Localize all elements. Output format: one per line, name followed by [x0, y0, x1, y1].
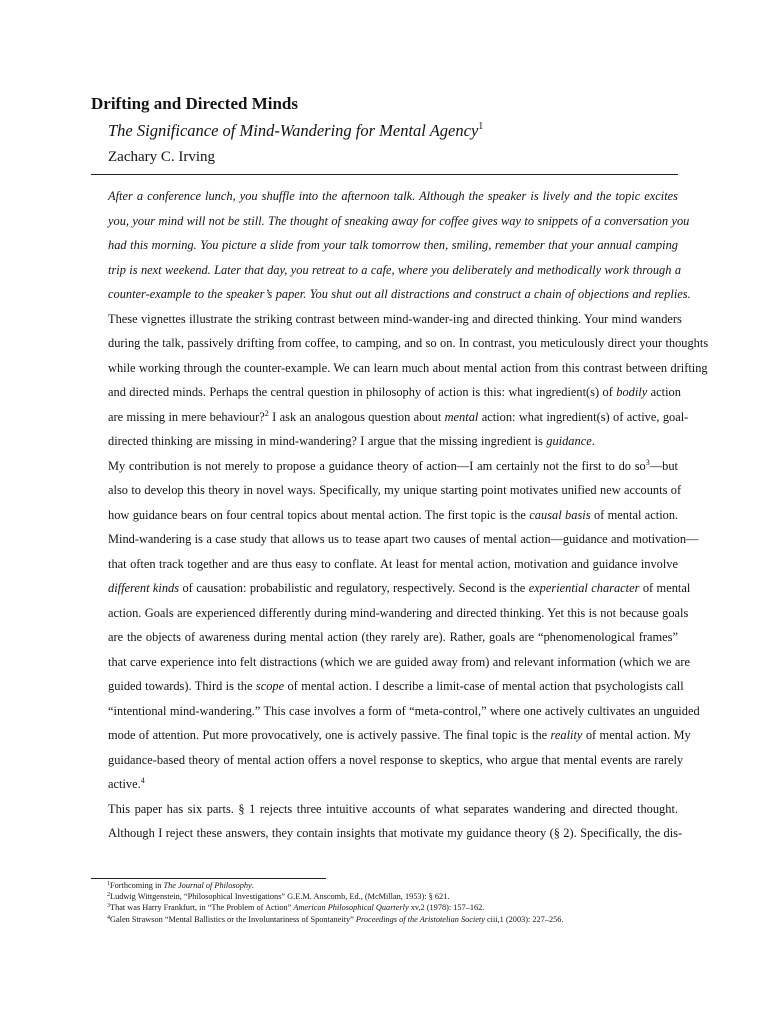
text-line: action. Goals are experienced differently during mind-wandering and directed thinking. Yet this is not because goals: [108, 605, 689, 620]
text-run: of mental action.: [590, 507, 679, 522]
text-run: .: [591, 434, 595, 448]
text-run: —but: [649, 458, 678, 473]
text-line: Mind-wandering is a case study that allows us to tease apart two causes of mental action—guidance and motivation—: [108, 532, 699, 546]
text-run: action: [647, 385, 681, 399]
text-line: Although I reject these answers, they contain insights that motivate my guidance theory (§ 2). Specifically, the dis-: [108, 826, 683, 840]
text-line: guidance-based theory of mental action offers a novel response to skeptics, who argue that mental events are rarely: [108, 752, 684, 767]
text-run: My contribution is not merely to propose a guidance theory of action—I am certainly not the first to do so: [108, 458, 646, 473]
emphasis: experiential character: [528, 581, 640, 595]
text-run: guided towards). Third is the: [108, 679, 256, 693]
text-run: how guidance bears on four central topics about mental action. The first topic is the: [108, 507, 530, 522]
text-run: of mental action. I describe a limit-case of mental action that psychologists call: [284, 679, 684, 693]
emphasis: different kinds: [108, 581, 180, 595]
text-line: are the objects of awareness during mental action (they rarely are). Rather, goals are “phenomenological frames”: [108, 630, 678, 644]
header-rule: [91, 174, 678, 175]
paragraph-1: [91, 184, 691, 307]
text-run: Galen Strawson “Mental Ballistics or the Involuntariness of Spontaneity”: [110, 914, 356, 924]
text-line: while working through the counter-example. We can learn much about mental action from this contrast between drifting: [108, 360, 708, 375]
text-line: [91, 723, 691, 748]
paragraph-3: [91, 454, 700, 797]
text-run: active.: [108, 777, 141, 791]
footnote-number: 2: [107, 892, 110, 899]
text-run: and directed minds. Perhaps the central question in philosophy of action is this: what ingredient(s) of: [108, 385, 617, 399]
text-line: [91, 429, 678, 454]
text-line: had this morning. You picture a slide from your talk tomorrow then, smiling, remember that your annual camping: [108, 238, 678, 252]
emphasis: reality: [550, 728, 583, 742]
text-line: that carve experience into felt distractions (which we are guided away from) and relevant information (which we are: [108, 654, 691, 669]
text-line: These vignettes illustrate the striking contrast between mind-wander-ing and directed thinking. Your mind wanders: [108, 311, 682, 326]
emphasis: Proceedings of the Aristotelian Society: [355, 914, 485, 924]
paper-title: Drifting and Directed Minds: [91, 94, 298, 113]
text-run: Forthcoming in: [110, 881, 164, 890]
text-run: I ask an analogous question about: [268, 409, 445, 424]
text-line: “intentional mind-wandering.” This case involves a form of “meta-control,” where one actively cultivates an unguided: [108, 703, 700, 718]
footnote-number: 1: [107, 881, 110, 887]
body-text: [91, 184, 709, 846]
paper-page: [91, 94, 709, 846]
text-line: [91, 674, 684, 699]
text-run: are missing in mere behaviour?: [108, 409, 265, 424]
emphasis: scope: [255, 679, 285, 693]
footnotes: [107, 880, 687, 925]
author-name: Zachary C. Irving: [108, 149, 216, 165]
text-run: ciii,1 (2003): 227–256.: [484, 914, 564, 924]
text-run: .: [251, 881, 254, 890]
emphasis: causal basis: [529, 507, 591, 522]
text-run: of mental action. My: [582, 728, 691, 742]
text-line: [91, 503, 678, 528]
emphasis: American Philosophical Quarterly: [293, 903, 409, 913]
text-line: [91, 576, 691, 601]
text-line: that often track together and are thus easy to conflate. At least for mental action, motivation and guidance involve: [108, 556, 678, 571]
text-run: That was Harry Frankfurt, in “The Problem of Action”: [110, 903, 294, 913]
footnote-marker[interactable]: 3: [645, 457, 650, 467]
text-run: of mental: [639, 581, 691, 595]
text-line: [91, 454, 678, 479]
emphasis: mental: [444, 409, 479, 424]
text-line: This paper has six parts. § 1 rejects three intuitive accounts of what separates wandering and directed thought.: [108, 801, 678, 816]
footnote-4: [107, 914, 687, 925]
text-run: of causation: probabilistic and regulatory, respectively. Second is the: [179, 581, 529, 595]
paragraph-4: [91, 797, 683, 846]
emphasis: bodily: [616, 385, 648, 399]
subtitle-text: The Significance of Mind-Wandering for Mental Agency: [108, 121, 479, 140]
text-run: mode of attention. Put more provocatively, one is actively passive. The final topic is the: [108, 728, 551, 742]
footnote-marker[interactable]: 2: [264, 408, 269, 418]
footnote-3: [107, 902, 687, 913]
text-run: directed thinking are missing in mind-wandering? I argue that the missing ingredient is: [108, 434, 547, 448]
text-line: you, your mind will not be still. The thought of sneaking away for coffee gives way to snippets of a conversation you: [108, 213, 690, 228]
text-line: [91, 380, 681, 405]
footnote-rule: [91, 878, 326, 879]
text-run: action: what ingredient(s) of active, goal-: [478, 409, 689, 424]
emphasis: guidance: [546, 434, 592, 448]
footnote-marker[interactable]: 1: [478, 121, 484, 132]
paragraph-2: [91, 307, 709, 454]
text-line: trip is next weekend. Later that day, you retreat to a cafe, where you deliberately and methodically work through a: [108, 262, 682, 277]
text-line: during the talk, passively drifting from coffee, to camping, and so on. In contrast, you meticulously direct your thoughts: [108, 336, 709, 350]
text-line: counter-example to the speaker’s paper. You shut out all distractions and construct a chain of objections and replies.: [108, 287, 691, 301]
text-run: Ludwig Wittgenstein, “Philosophical Investigations” G.E.M. Anscomb, Ed., (McMillan, 1953): § 621.: [110, 892, 450, 902]
text-line: After a conference lunch, you shuffle into the afternoon talk. Although the speaker is lively and the topic excites: [108, 189, 678, 203]
footnote-number: 3: [107, 903, 110, 910]
paper-subtitle: [108, 121, 678, 141]
footnote-number: 4: [107, 914, 110, 921]
footnote-marker[interactable]: 4: [140, 776, 145, 785]
text-line: also to develop this theory in novel ways. Specifically, my unique starting point motivates unified new accounts of: [108, 483, 682, 497]
emphasis: The Journal of Philosophy: [163, 881, 252, 890]
text-run: xv,2 (1978): 157–162.: [408, 903, 485, 913]
footnote-2: [107, 891, 687, 902]
footnote-1: [107, 880, 687, 891]
text-line: [91, 405, 689, 430]
text-line: [91, 772, 678, 797]
